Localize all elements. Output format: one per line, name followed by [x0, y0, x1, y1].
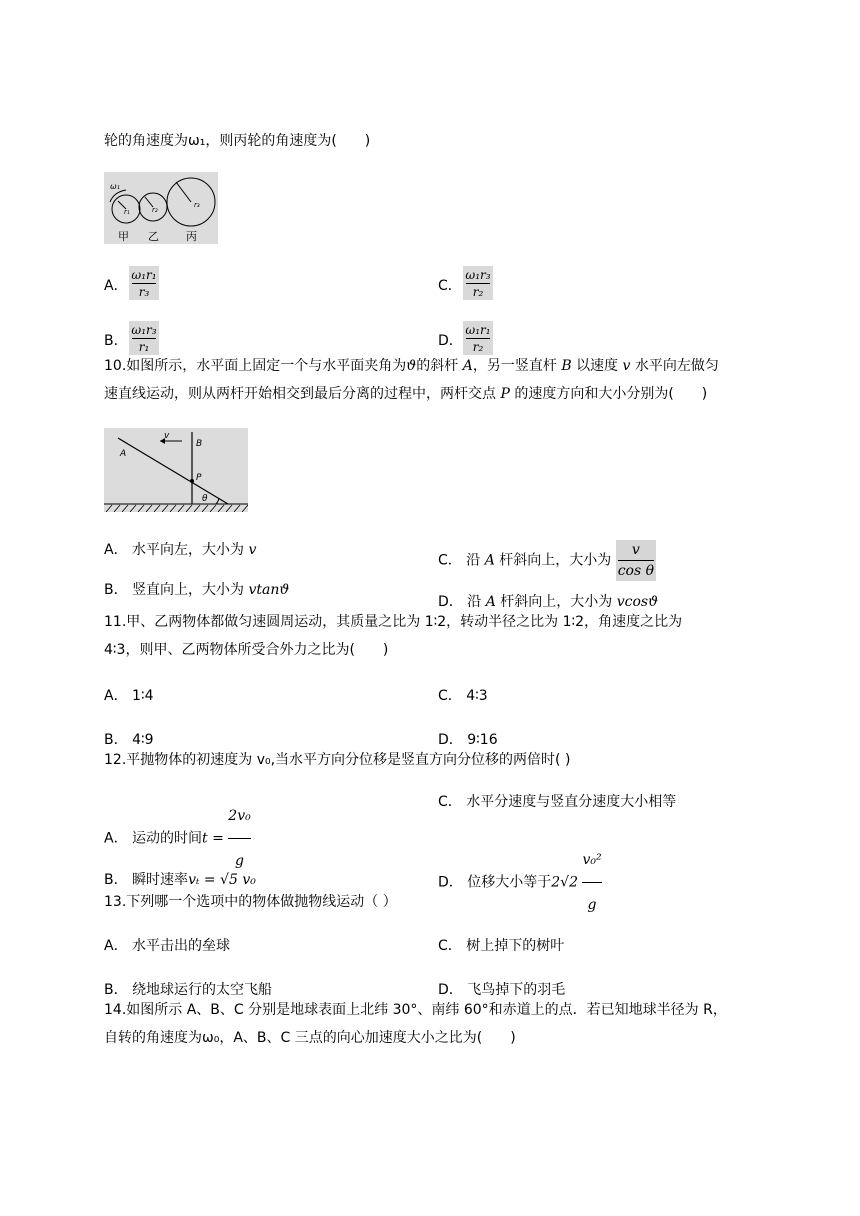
q10-rods-figure: [104, 428, 248, 512]
q11-stem-line2: 4∶3，则甲、乙两物体所受合外力之比为( ): [104, 642, 389, 658]
svg-text:r₃: r₃: [194, 201, 200, 209]
q10-stem-line1: 10.如图所示，水平面上固定一个与水平面夹角为ϑ的斜杆 A，另一竖直杆 B 以速度 v 水平向左做匀: [104, 358, 719, 374]
q12-stem: 12.平抛物体的初速度为 v₀,当水平方向分位移是竖直方向分位移的两倍时( ): [104, 752, 571, 768]
q11-option-d[interactable]: D． 9∶16: [438, 732, 498, 748]
q12-option-d[interactable]: D． 位移大小等于2√2 $\frac{\text{v₀²}}{g}$: [438, 838, 602, 927]
q9-option-b-formula: ω₁r₃ r₁: [129, 321, 159, 355]
rods-diagram: [104, 428, 248, 512]
q13-option-d[interactable]: D． 飞鸟掉下的羽毛: [438, 982, 566, 998]
q10-option-d[interactable]: D． 沿 A 杆斜向上，大小为 vcosϑ: [438, 594, 659, 610]
q10-stem-line2: 速直线运动，则从两杆开始相交到最后分离的过程中，两杆交点 P 的速度方向和大小分别为( ): [104, 386, 708, 402]
svg-text:乙: 乙: [148, 230, 159, 243]
svg-text:v: v: [164, 431, 170, 441]
q9-option-d[interactable]: D．: [438, 333, 463, 349]
q9-option-a-formula: ω₁r₁ r₃: [129, 266, 159, 300]
q11-stem-line1: 11.甲、乙两物体都做匀速圆周运动，其质量之比为 1∶2，转动半径之比为 1∶2，角速度之比为: [104, 614, 683, 630]
svg-text:A: A: [120, 449, 127, 459]
omega-label: ω₁: [110, 182, 120, 191]
q13-option-b[interactable]: B． 绕地球运行的太空飞船: [104, 982, 273, 998]
svg-text:θ: θ: [202, 494, 208, 504]
q13-option-c[interactable]: C． 树上掉下的树叶: [438, 938, 565, 954]
svg-text:B: B: [196, 439, 203, 449]
q10-option-c-formula: $\frac{v}{\text{cos θ}}$: [617, 542, 655, 579]
q9-option-d-formula: ω₁r₁ r₂: [463, 321, 493, 355]
q12-option-d-formula: $\frac{\text{v₀²}}{g}$: [582, 852, 602, 913]
q9-stem-tail: 轮的角速度为ω₁，则丙轮的角速度为( ): [104, 133, 371, 149]
q11-option-a[interactable]: A． 1∶4: [104, 688, 154, 704]
q10-option-c[interactable]: C． 沿 A 杆斜向上，大小为 $\frac{v}{\text{cos θ}}$: [438, 542, 655, 579]
q13-option-a[interactable]: A． 水平击出的垒球: [104, 938, 231, 954]
svg-text:丙: 丙: [186, 230, 197, 243]
q12-option-b[interactable]: B． 瞬时速率vₜ = √5 v₀: [104, 872, 256, 888]
q10-option-b[interactable]: B． 竖直向上，大小为 vtanϑ: [104, 582, 290, 598]
q9-option-a[interactable]: A．: [104, 278, 128, 294]
q9-option-c[interactable]: C．: [438, 278, 462, 294]
q12-option-c[interactable]: C． 水平分速度与竖直分速度大小相等: [438, 794, 677, 810]
q12-option-a-formula: $\frac{\text{2v₀}}{g}$: [228, 808, 251, 869]
q9-option-c-formula: ω₁r₃ r₂: [463, 266, 493, 300]
q13-stem: 13.下列哪一个选项中的物体做抛物线运动（ ）: [104, 894, 397, 910]
q14-stem-line2: 自转的角速度为ω₀，A、B、C 三点的向心加速度大小之比为( ): [104, 1030, 516, 1046]
svg-text:r₂: r₂: [152, 206, 158, 214]
svg-text:P: P: [196, 473, 202, 483]
q9-wheels-figure: [104, 172, 218, 244]
wheels-diagram: [104, 172, 218, 244]
svg-text:r₁: r₁: [124, 208, 130, 216]
q12-option-a[interactable]: A． 运动的时间t = $\frac{\text{2v₀}}{g}$: [104, 794, 251, 883]
q10-option-a[interactable]: A． 水平向左，大小为 v: [104, 542, 257, 558]
q14-stem-line1: 14.如图所示 A、B、C 分别是地球表面上北纬 30°、南纬 60°和赤道上的点．若已知地球半径为 R，: [104, 1002, 727, 1018]
svg-text:甲: 甲: [118, 230, 129, 243]
q11-option-c[interactable]: C． 4∶3: [438, 688, 488, 704]
q11-option-b[interactable]: B． 4∶9: [104, 732, 154, 748]
q9-option-b[interactable]: B．: [104, 333, 128, 349]
